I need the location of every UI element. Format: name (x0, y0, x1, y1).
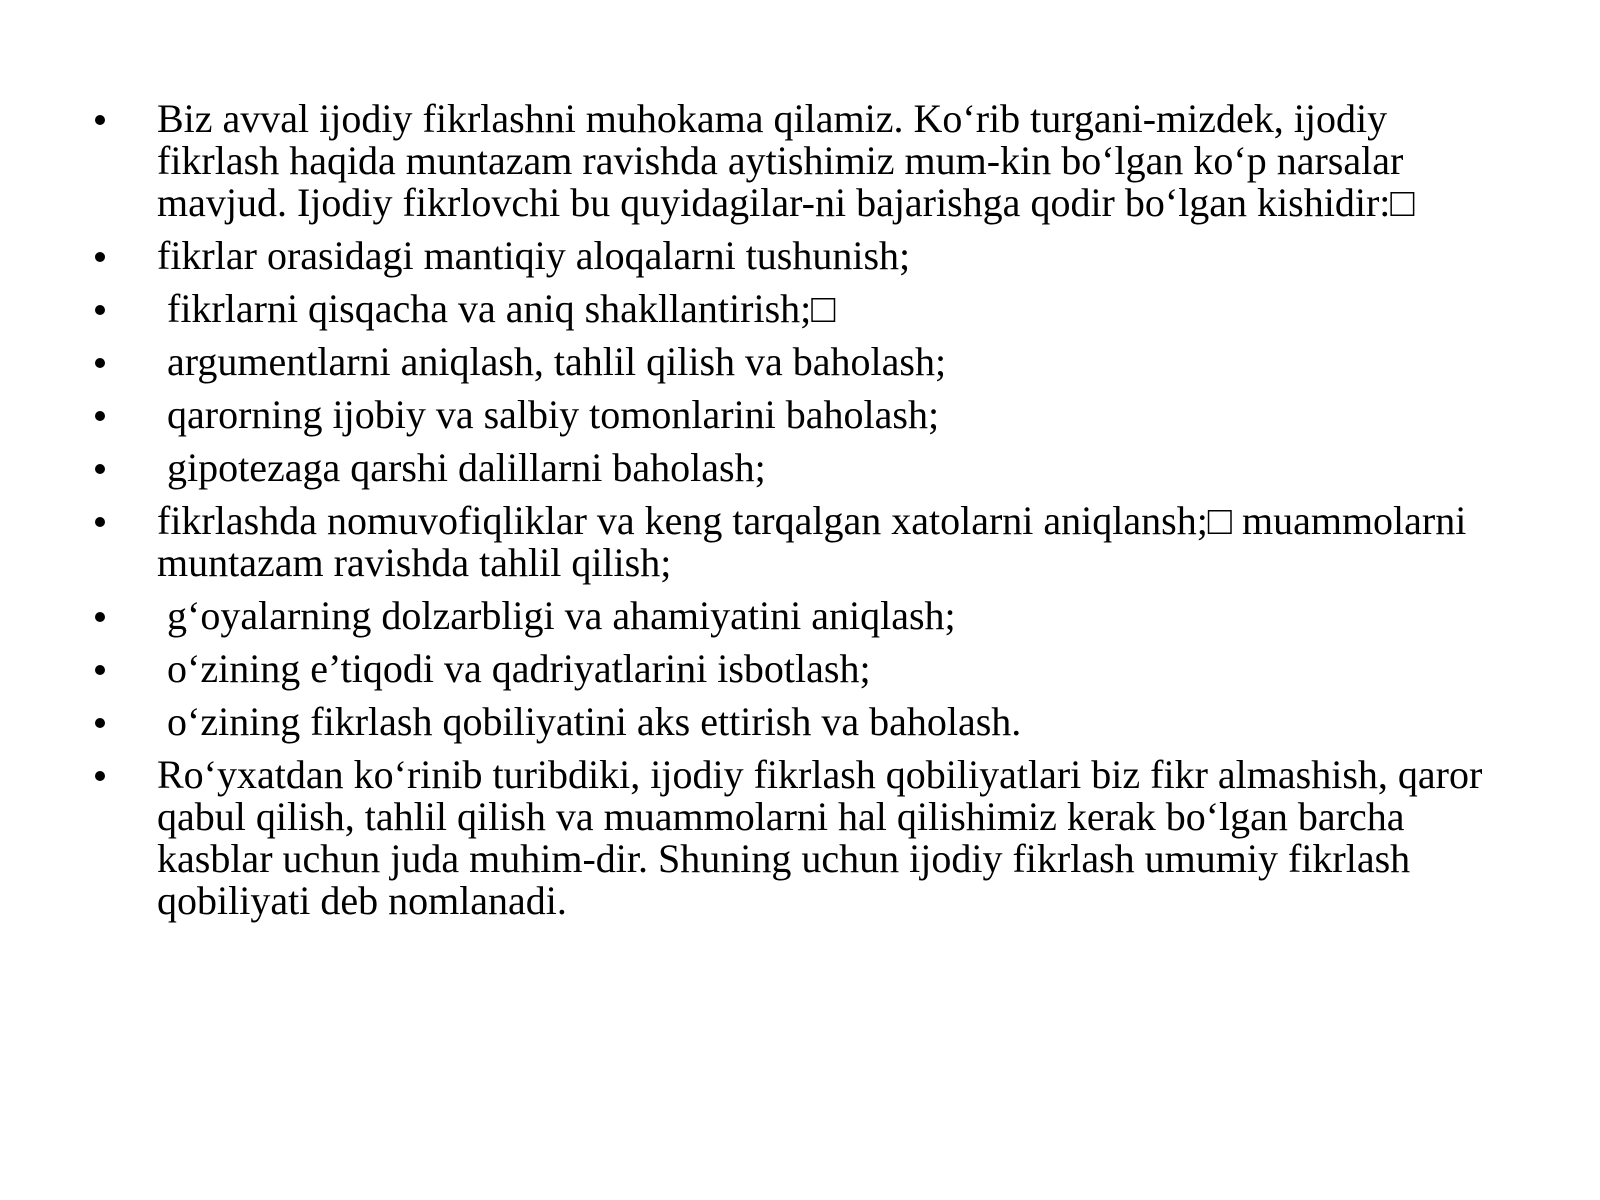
bullet-icon (95, 718, 105, 728)
bullet-icon (95, 305, 105, 315)
bullet-text: Biz avval ijodiy fikrlashni muhokama qilamiz. Ko‘rib turgani-mizdek, ijodiy fikrlash haqida muntazam ravishda aytishimiz mum-kin bo‘lgan ko‘p narsalar mavjud. Ijodiy fikrlovchi bu quyidagilar-ni bajarishga qodir bo‘lgan kishidir:□ (157, 96, 1415, 225)
bullet-text: g‘oyalarning dolzarbligi va ahamiyatini aniqlash; (157, 593, 956, 638)
bullet-item-2 (95, 288, 1515, 330)
bullet-item-conclusion (95, 754, 1515, 922)
bullet-text: argumentlarni aniqlash, tahlil qilish va baholash; (157, 339, 947, 384)
bullet-icon (95, 358, 105, 368)
bullet-text: fikrlarni qisqacha va aniq shakllantirish;□ (157, 286, 836, 331)
bullet-item-4 (95, 394, 1515, 436)
bullet-item-9 (95, 701, 1515, 743)
bullet-item-intro (95, 98, 1515, 224)
bullet-text: o‘zining fikrlash qobiliyatini aks ettirish va baholash. (157, 699, 1022, 744)
bullet-item-1 (95, 235, 1515, 277)
bullet-item-5 (95, 447, 1515, 489)
bullet-text: fikrlashda nomuvofiqliklar va keng tarqalgan xatolarni aniqlansh;□ muammolarni muntazam ravishda tahlil qilish; (157, 498, 1477, 585)
bullet-icon (95, 411, 105, 421)
bullet-icon (95, 771, 105, 781)
bullet-text: qarorning ijobiy va salbiy tomonlarini baholash; (157, 392, 940, 437)
bullet-item-7 (95, 595, 1515, 637)
bullet-item-6 (95, 500, 1515, 584)
bullet-text: fikrlar orasidagi mantiqiy aloqalarni tushunish; (157, 233, 911, 278)
bullet-icon (95, 612, 105, 622)
bullet-icon (95, 115, 105, 125)
bullet-icon (95, 517, 105, 527)
bullet-icon (95, 464, 105, 474)
bullet-item-8 (95, 648, 1515, 690)
bullet-icon (95, 252, 105, 262)
bullet-list (95, 98, 1515, 933)
bullet-text: Ro‘yxatdan ko‘rinib turibdiki, ijodiy fikrlash qobiliyatlari biz fikr almashish, qaror qabul qilish, tahlil qilish va muammolarni hal qilishimiz kerak bo‘lgan barcha kasblar uchun juda muhim-dir. Shuning uchun ijodiy fikrlash umumiy fikrlash qobiliyati deb nomlanadi. (157, 752, 1493, 923)
bullet-text: gipotezaga qarshi dalillarni baholash; (157, 445, 766, 490)
bullet-item-3 (95, 341, 1515, 383)
bullet-text: o‘zining e’tiqodi va qadriyatlarini isbotlash; (157, 646, 871, 691)
bullet-icon (95, 665, 105, 675)
